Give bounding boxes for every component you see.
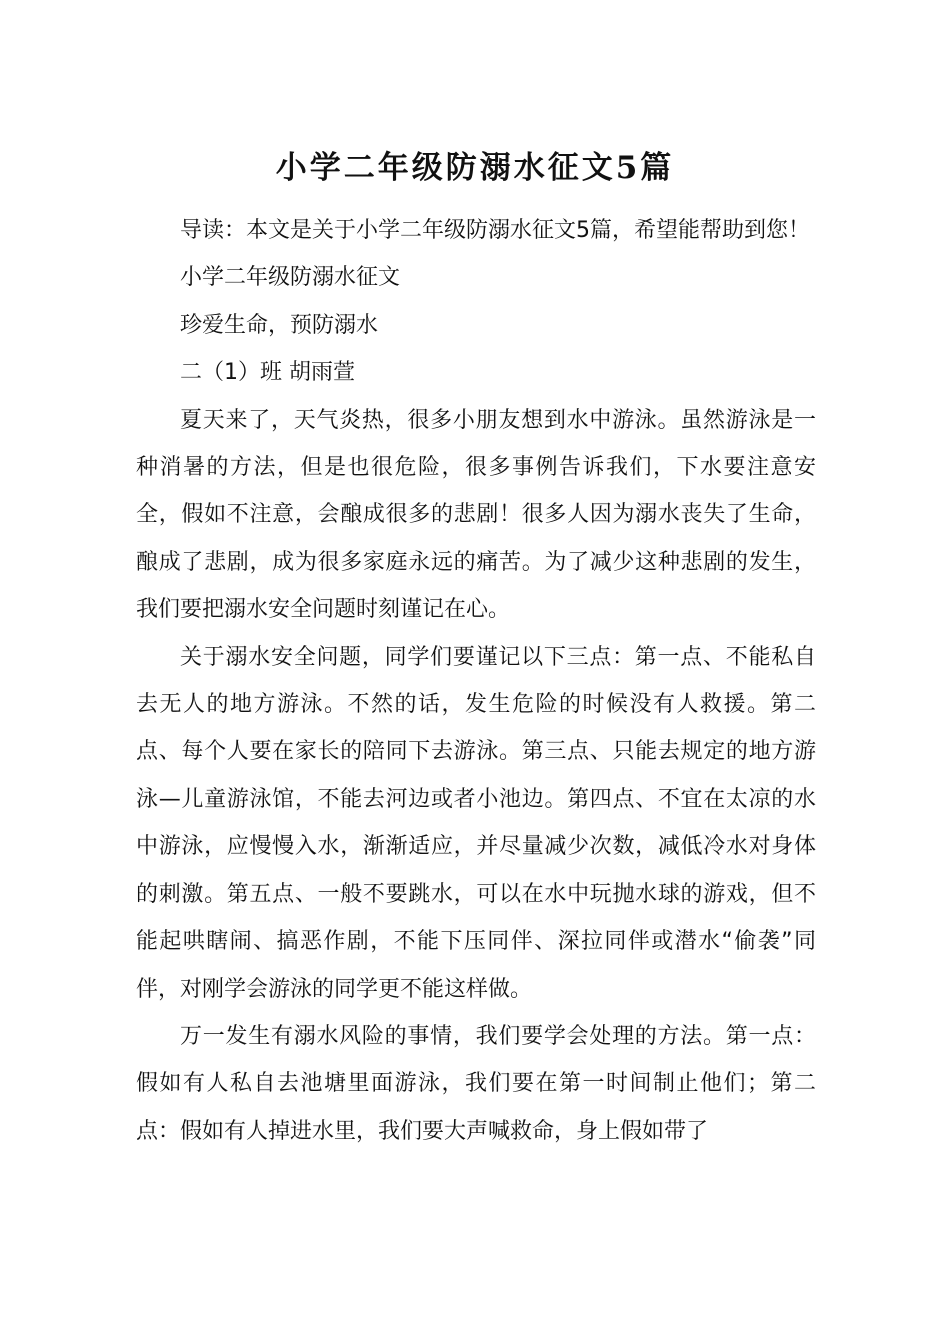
document-title: 小学二年级防溺水征文5篇 [275, 150, 675, 186]
essay-subtitle: 珍爱生命，预防溺水 [180, 312, 379, 338]
intro-paragraph: 导读：本文是关于小学二年级防溺水征文5篇，希望能帮助到您！ [180, 218, 810, 243]
body-paragraph: 关于溺水安全问题，同学们要谨记以下三点：第一点、不能私自去无人的地方游泳。不然的话，发生危险的时候没有人救援。第二点、每个人要在家长的陪同下去游泳。第三点、只能去规定的地方游泳—儿童游泳馆，不能去河边或者小池边。第四点、不宜在太凉的水中游泳，应慢慢入水，渐渐适应，并尽量减少次数，减低冷水对身体的刺激。第五点、一般不要跳水，可以在水中玩抛水球的游戏，但不能起哄瞎闹、搞恶作剧，不能下压同伴、深拉同伴或潜水“偷袭”同伴，对刚学会游泳的同学更不能这样做。 [136, 644, 816, 1002]
essay-author: 二（1）班 胡雨萱 [180, 360, 355, 386]
document-body [136, 207, 816, 1155]
body-paragraph: 万一发生有溺水风险的事情，我们要学会处理的方法。第一点：假如有人私自去池塘里面游泳，我们要在第一时间制止他们；第二点：假如有人掉进水里，我们要大声喊救命，身上假如带了 [136, 1023, 816, 1144]
body-paragraph: 夏天来了，天气炎热，很多小朋友想到水中游泳。虽然游泳是一种消暑的方法，但是也很危险，很多事例告诉我们，下水要注意安全，假如不注意，会酿成很多的悲剧！很多人因为溺水丧失了生命，酿成了悲剧，成为很多家庭永远的痛苦。为了减少这种悲剧的发生，我们要把溺水安全问题时刻谨记在心。 [136, 407, 816, 623]
essay-heading: 小学二年级防溺水征文 [180, 265, 401, 291]
